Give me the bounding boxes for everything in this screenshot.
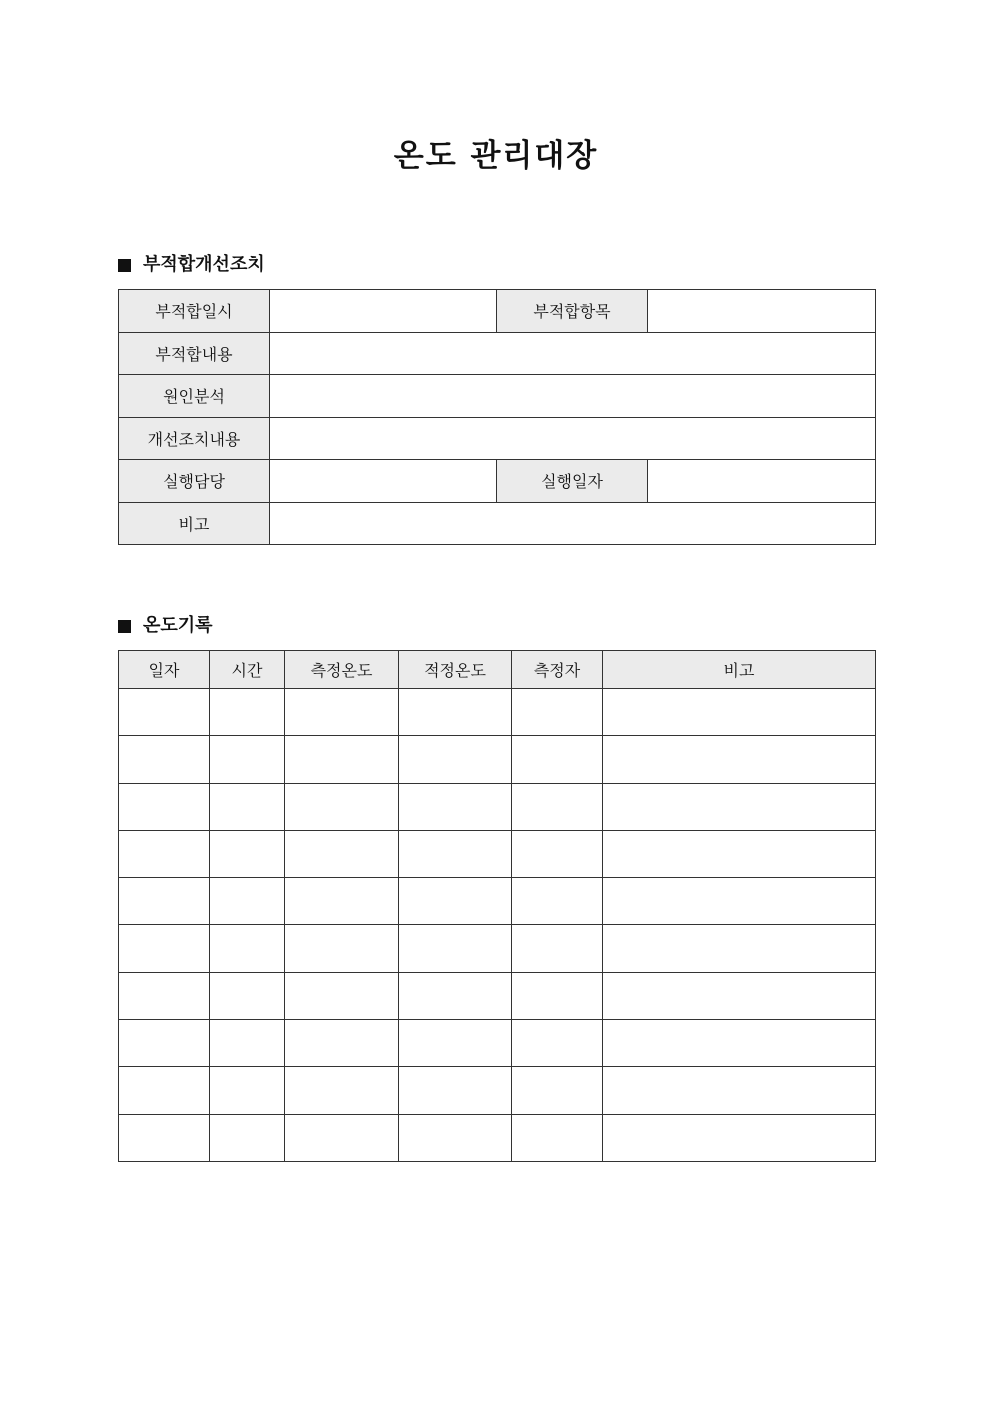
log-cell-time[interactable] bbox=[210, 972, 285, 1019]
square-bullet-icon bbox=[118, 620, 131, 633]
column-header-remarks: 비고 bbox=[603, 651, 876, 689]
log-cell-date[interactable] bbox=[119, 1020, 210, 1067]
table-row bbox=[119, 332, 876, 375]
log-cell-measured-temp[interactable] bbox=[285, 783, 399, 830]
log-cell-time[interactable] bbox=[210, 1067, 285, 1114]
log-cell-remarks[interactable] bbox=[603, 878, 876, 925]
log-cell-time[interactable] bbox=[210, 689, 285, 736]
log-cell-proper-temp[interactable] bbox=[399, 1114, 512, 1161]
temperature-log-section-heading bbox=[118, 613, 213, 639]
log-cell-remarks[interactable] bbox=[603, 689, 876, 736]
log-cell-proper-temp[interactable] bbox=[399, 878, 512, 925]
log-cell-measured-temp[interactable] bbox=[285, 689, 399, 736]
log-cell-time[interactable] bbox=[210, 925, 285, 972]
log-cell-remarks[interactable] bbox=[603, 783, 876, 830]
log-cell-proper-temp[interactable] bbox=[399, 925, 512, 972]
log-cell-proper-temp[interactable] bbox=[399, 830, 512, 877]
log-cell-measurer[interactable] bbox=[512, 1114, 603, 1161]
nonconformity-date-label: 부적합일시 bbox=[119, 290, 270, 333]
remarks-field[interactable] bbox=[270, 502, 876, 545]
log-cell-date[interactable] bbox=[119, 878, 210, 925]
nonconformity-heading-text: 부적합개선조치 bbox=[143, 254, 265, 275]
log-cell-proper-temp[interactable] bbox=[399, 1067, 512, 1114]
log-cell-measured-temp[interactable] bbox=[285, 972, 399, 1019]
nonconformity-date-field[interactable] bbox=[270, 290, 497, 333]
log-cell-measured-temp[interactable] bbox=[285, 830, 399, 877]
log-cell-proper-temp[interactable] bbox=[399, 783, 512, 830]
log-cell-date[interactable] bbox=[119, 972, 210, 1019]
log-cell-measured-temp[interactable] bbox=[285, 878, 399, 925]
nonconformity-item-label: 부적합항목 bbox=[497, 290, 648, 333]
temperature-log-table bbox=[118, 650, 876, 1162]
corrective-action-field[interactable] bbox=[270, 417, 876, 460]
log-cell-measured-temp[interactable] bbox=[285, 1067, 399, 1114]
nonconformity-section-heading bbox=[118, 252, 265, 278]
table-row bbox=[119, 736, 876, 783]
log-cell-measured-temp[interactable] bbox=[285, 736, 399, 783]
log-cell-measurer[interactable] bbox=[512, 1067, 603, 1114]
table-row bbox=[119, 502, 876, 545]
log-cell-date[interactable] bbox=[119, 736, 210, 783]
log-cell-remarks[interactable] bbox=[603, 972, 876, 1019]
executor-label: 실행담당 bbox=[119, 460, 270, 503]
log-cell-measurer[interactable] bbox=[512, 736, 603, 783]
table-row bbox=[119, 972, 876, 1019]
table-row bbox=[119, 878, 876, 925]
nonconformity-item-field[interactable] bbox=[648, 290, 876, 333]
execution-date-label: 실행일자 bbox=[497, 460, 648, 503]
log-cell-proper-temp[interactable] bbox=[399, 1020, 512, 1067]
remarks-label: 비고 bbox=[119, 502, 270, 545]
log-cell-proper-temp[interactable] bbox=[399, 972, 512, 1019]
table-header-row bbox=[119, 651, 876, 689]
log-cell-proper-temp[interactable] bbox=[399, 736, 512, 783]
square-bullet-icon bbox=[118, 259, 131, 272]
column-header-proper-temp: 적정온도 bbox=[399, 651, 512, 689]
log-cell-remarks[interactable] bbox=[603, 1020, 876, 1067]
column-header-measured-temp: 측정온도 bbox=[285, 651, 399, 689]
log-cell-measurer[interactable] bbox=[512, 972, 603, 1019]
table-row bbox=[119, 460, 876, 503]
log-cell-remarks[interactable] bbox=[603, 1114, 876, 1161]
log-cell-measurer[interactable] bbox=[512, 830, 603, 877]
log-cell-time[interactable] bbox=[210, 1114, 285, 1161]
log-cell-measurer[interactable] bbox=[512, 783, 603, 830]
log-cell-date[interactable] bbox=[119, 830, 210, 877]
table-row bbox=[119, 925, 876, 972]
log-cell-proper-temp[interactable] bbox=[399, 689, 512, 736]
table-row bbox=[119, 783, 876, 830]
table-row bbox=[119, 1114, 876, 1161]
column-header-measurer: 측정자 bbox=[512, 651, 603, 689]
table-row bbox=[119, 830, 876, 877]
log-cell-date[interactable] bbox=[119, 1114, 210, 1161]
execution-date-field[interactable] bbox=[648, 460, 876, 503]
log-cell-measurer[interactable] bbox=[512, 878, 603, 925]
log-cell-remarks[interactable] bbox=[603, 736, 876, 783]
nonconformity-content-field[interactable] bbox=[270, 332, 876, 375]
log-cell-measured-temp[interactable] bbox=[285, 1020, 399, 1067]
log-cell-date[interactable] bbox=[119, 925, 210, 972]
cause-analysis-field[interactable] bbox=[270, 375, 876, 418]
log-cell-remarks[interactable] bbox=[603, 1067, 876, 1114]
log-cell-date[interactable] bbox=[119, 1067, 210, 1114]
log-cell-time[interactable] bbox=[210, 830, 285, 877]
nonconformity-content-label: 부적합내용 bbox=[119, 332, 270, 375]
table-row bbox=[119, 290, 876, 333]
log-cell-time[interactable] bbox=[210, 736, 285, 783]
log-cell-time[interactable] bbox=[210, 1020, 285, 1067]
log-cell-remarks[interactable] bbox=[603, 925, 876, 972]
log-cell-date[interactable] bbox=[119, 783, 210, 830]
nonconformity-table bbox=[118, 289, 876, 545]
temperature-log-heading-text: 온도기록 bbox=[143, 615, 213, 636]
log-cell-date[interactable] bbox=[119, 689, 210, 736]
log-cell-measurer[interactable] bbox=[512, 689, 603, 736]
log-cell-measurer[interactable] bbox=[512, 925, 603, 972]
log-cell-measurer[interactable] bbox=[512, 1020, 603, 1067]
executor-field[interactable] bbox=[270, 460, 497, 503]
log-cell-measured-temp[interactable] bbox=[285, 1114, 399, 1161]
log-cell-remarks[interactable] bbox=[603, 830, 876, 877]
page-title: 온도 관리대장 bbox=[393, 138, 599, 174]
column-header-time: 시간 bbox=[210, 651, 285, 689]
table-row bbox=[119, 1067, 876, 1114]
log-cell-measured-temp[interactable] bbox=[285, 925, 399, 972]
table-row bbox=[119, 417, 876, 460]
table-row bbox=[119, 689, 876, 736]
log-cell-time[interactable] bbox=[210, 783, 285, 830]
table-row bbox=[119, 1020, 876, 1067]
cause-analysis-label: 원인분석 bbox=[119, 375, 270, 418]
corrective-action-label: 개선조치내용 bbox=[119, 417, 270, 460]
log-cell-time[interactable] bbox=[210, 878, 285, 925]
table-row bbox=[119, 375, 876, 418]
column-header-date: 일자 bbox=[119, 651, 210, 689]
